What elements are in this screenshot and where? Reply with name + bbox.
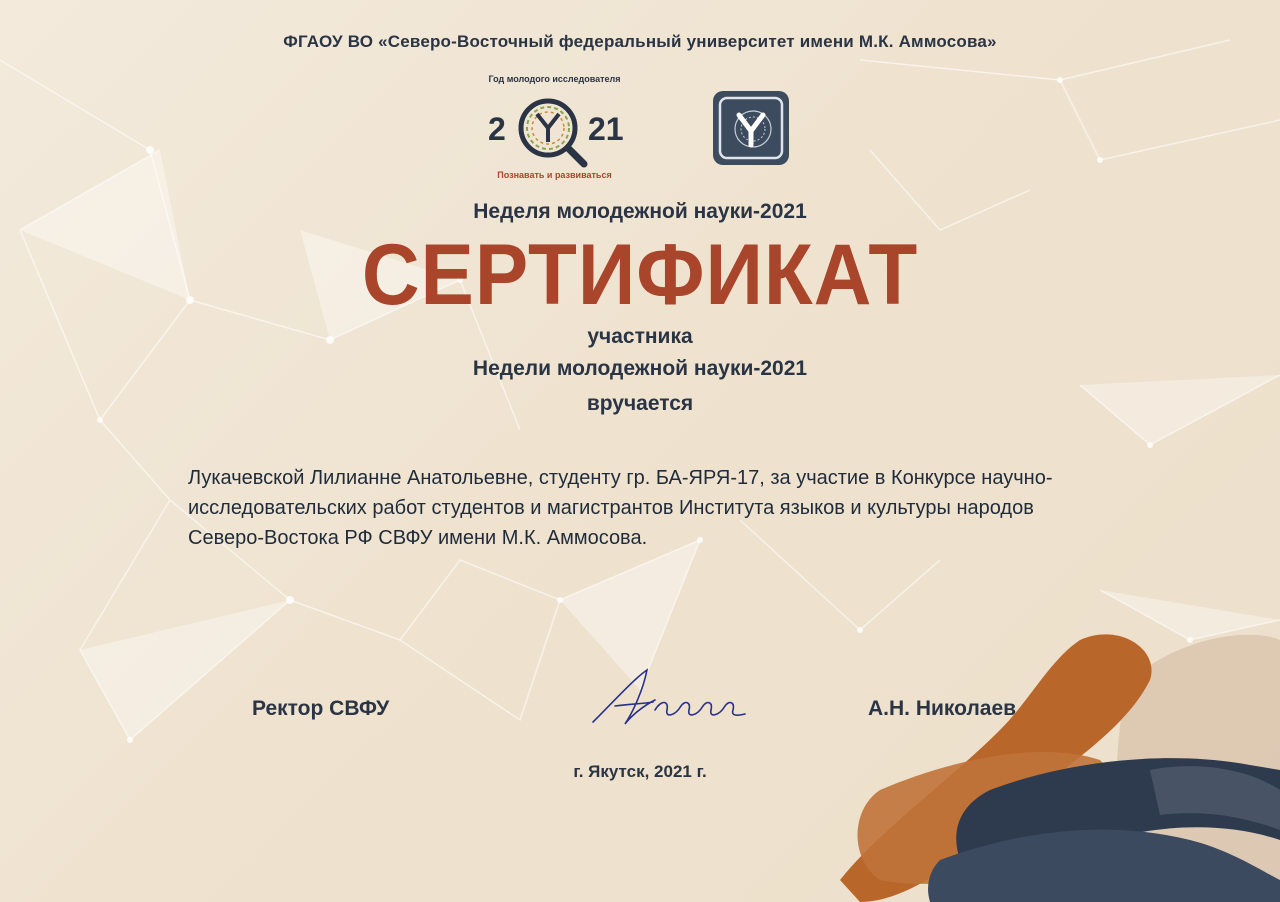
subtitle-line-3: вручается	[586, 392, 694, 415]
logo-slogan: Познавать и развиваться	[497, 170, 612, 180]
signer-name: А.Н. Николаев	[868, 697, 1017, 720]
subtitle-line-1: участника	[587, 325, 693, 348]
event-title: Неделя молодежной науки-2021	[473, 200, 807, 223]
subtitle-line-2: Недели молодежной науки-2021	[472, 357, 808, 380]
place-and-year: г. Якутск, 2021 г.	[573, 762, 707, 781]
handwritten-signature	[585, 660, 755, 740]
university-name: ФГАОУ ВО «Северо-Восточный федеральный университет имени М.К. Аммосова»	[283, 32, 997, 51]
signer-title: Ректор СВФУ	[252, 697, 390, 720]
logo-caption: Год молодого исследователя	[488, 74, 621, 84]
award-text: Лукачевской Лилианне Анатольевне, студенту гр. БА-ЯРЯ-17, за участие в Конкурсе научно-исследовательских работ студентов и магистрантов Института языков и культуры народов Северо-Востока РФ СВФУ имени М.К. Аммосова.	[188, 467, 1053, 549]
logo-year-left: 2	[488, 111, 506, 147]
logo-year-right: 21	[588, 111, 624, 147]
y-square-logo	[711, 89, 791, 167]
certificate-title: СЕРТИФИКАТ	[361, 227, 919, 323]
year-of-young-researcher-logo	[482, 72, 627, 184]
